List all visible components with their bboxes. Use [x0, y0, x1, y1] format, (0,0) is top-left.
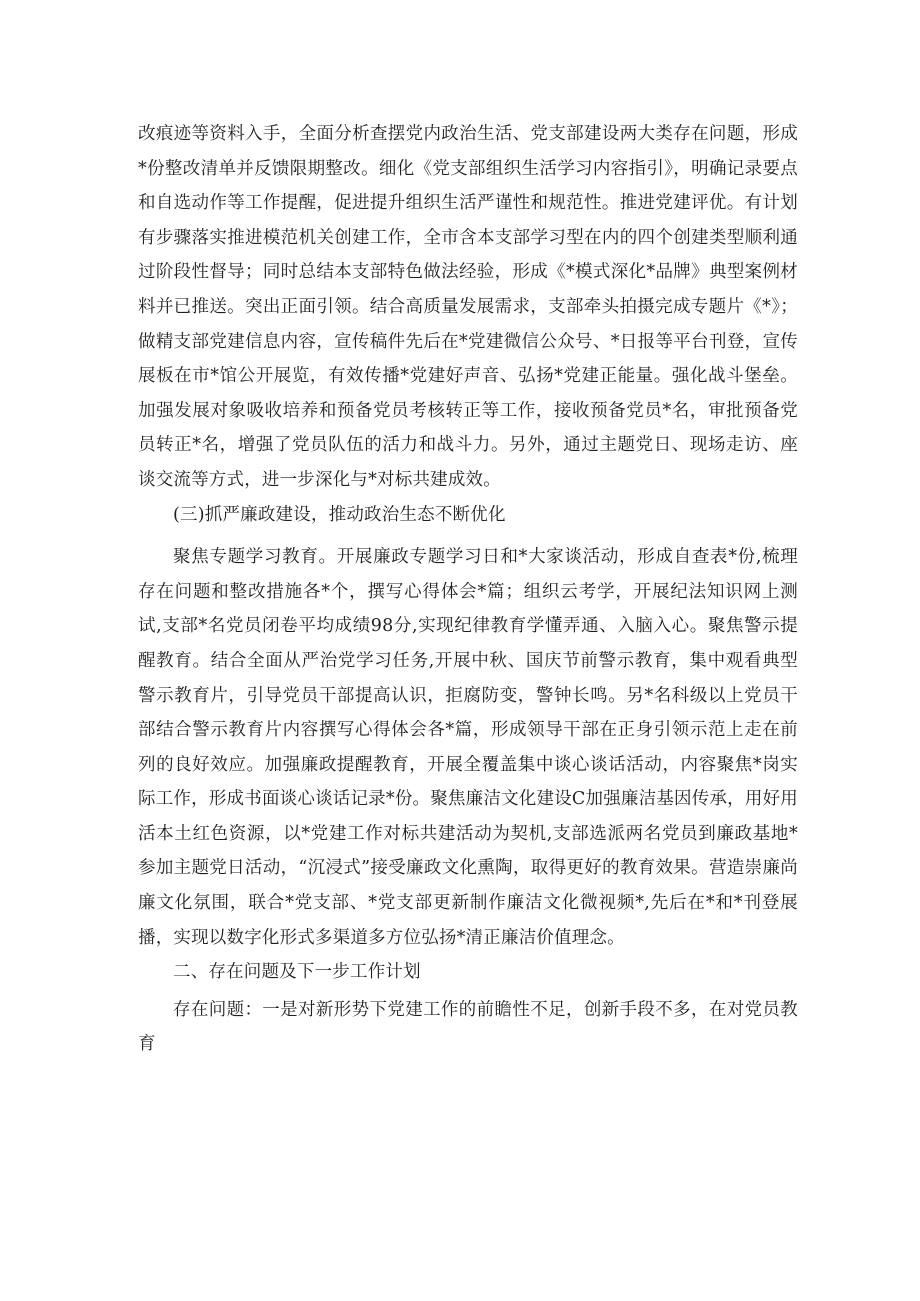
- paragraph-clean-government: 聚焦专题学习教育。开展廉政专题学习日和*大家谈活动，形成自查表*份,梳理存在问题和整改措施各*个，撰写心得体会*篇；组织云考学，开展纪法知识网上测试,支部*名党员闭卷平均成绩98分,实现纪律教育学懂弄通、入脑入心。聚焦警示提醒教育。结合全面从严治党学习任务,开展中秋、国庆节前警示教育，集中观看典型警示教育片，引导党员干部提高认识，拒腐防变，警钟长鸣。另*名科级以上党员干部结合警示教育片内容撰写心得体会各*篇，形成领导干部在正身引领示范上走在前列的良好效应。加强廉政提醒教育，开展全覆盖集中谈心谈话活动，内容聚焦*岗实际工作，形成书面谈心谈话记录*份。聚焦廉洁文化建设C加强廉洁基因传承，用好用活本土红色资源，以*党建工作对标共建活动为契机,支部选派两名党员到廉政基地*参加主题党日活动，“沉浸式”接受廉政文化熏陶，取得更好的教育效果。营造崇廉尚廉文化氛围，联合*党支部、*党支部更新制作廉洁文化微视频*,先后在*和*刊登展播，实现以数字化形式多渠道多方位弘扬*清正廉洁价值理念。: [138, 547, 798, 948]
- paragraph-party-building-continued: 改痕迹等资料入手，全面分析查摆党内政治生活、党支部建设两大类存在问题，形成*份整改清单并反馈限期整改。细化《党支部组织生活学习内容指引》，明确记录要点和自选动作等工作提醒，促进提升组织生活严谨性和规范性。推进党建评优。有计划有步骤落实推进模范机关创建工作，全市含本支部学习型在内的四个创建类型顺利通过阶段性督导；同时总结本支部特色做法经验，形成《*模式深化*品牌》典型案例材料并已推送。突出正面引领。结合高质量发展需求，支部牵头拍摄完成专题片《*》；做精支部党建信息内容，宣传稿件先后在*党建微信公众号、*日报等平台刊登，宣传展板在市*馆公开展览，有效传播*党建好声音、弘扬*党建正能量。强化战斗堡垒。加强发展对象吸收培养和预备党员考核转正等工作，接收预备党员*名，审批预备党员转正*名，增强了党员队伍的活力和战斗力。另外，通过主题党日、现场走访、座谈交流等方式，进一步深化与*对标共建成效。: [138, 124, 798, 490]
- section-heading-problems-plan: 二、存在问题及下一步工作计划: [173, 962, 421, 983]
- section-heading-clean-government: (三)抓严廉政建设，推动政治生态不断优化: [173, 504, 506, 525]
- paragraph-existing-problems: 存在问题：一是对新形势下党建工作的前瞻性不足，创新手段不多，在对党员教育: [138, 999, 798, 1055]
- document-body: [138, 117, 798, 1062]
